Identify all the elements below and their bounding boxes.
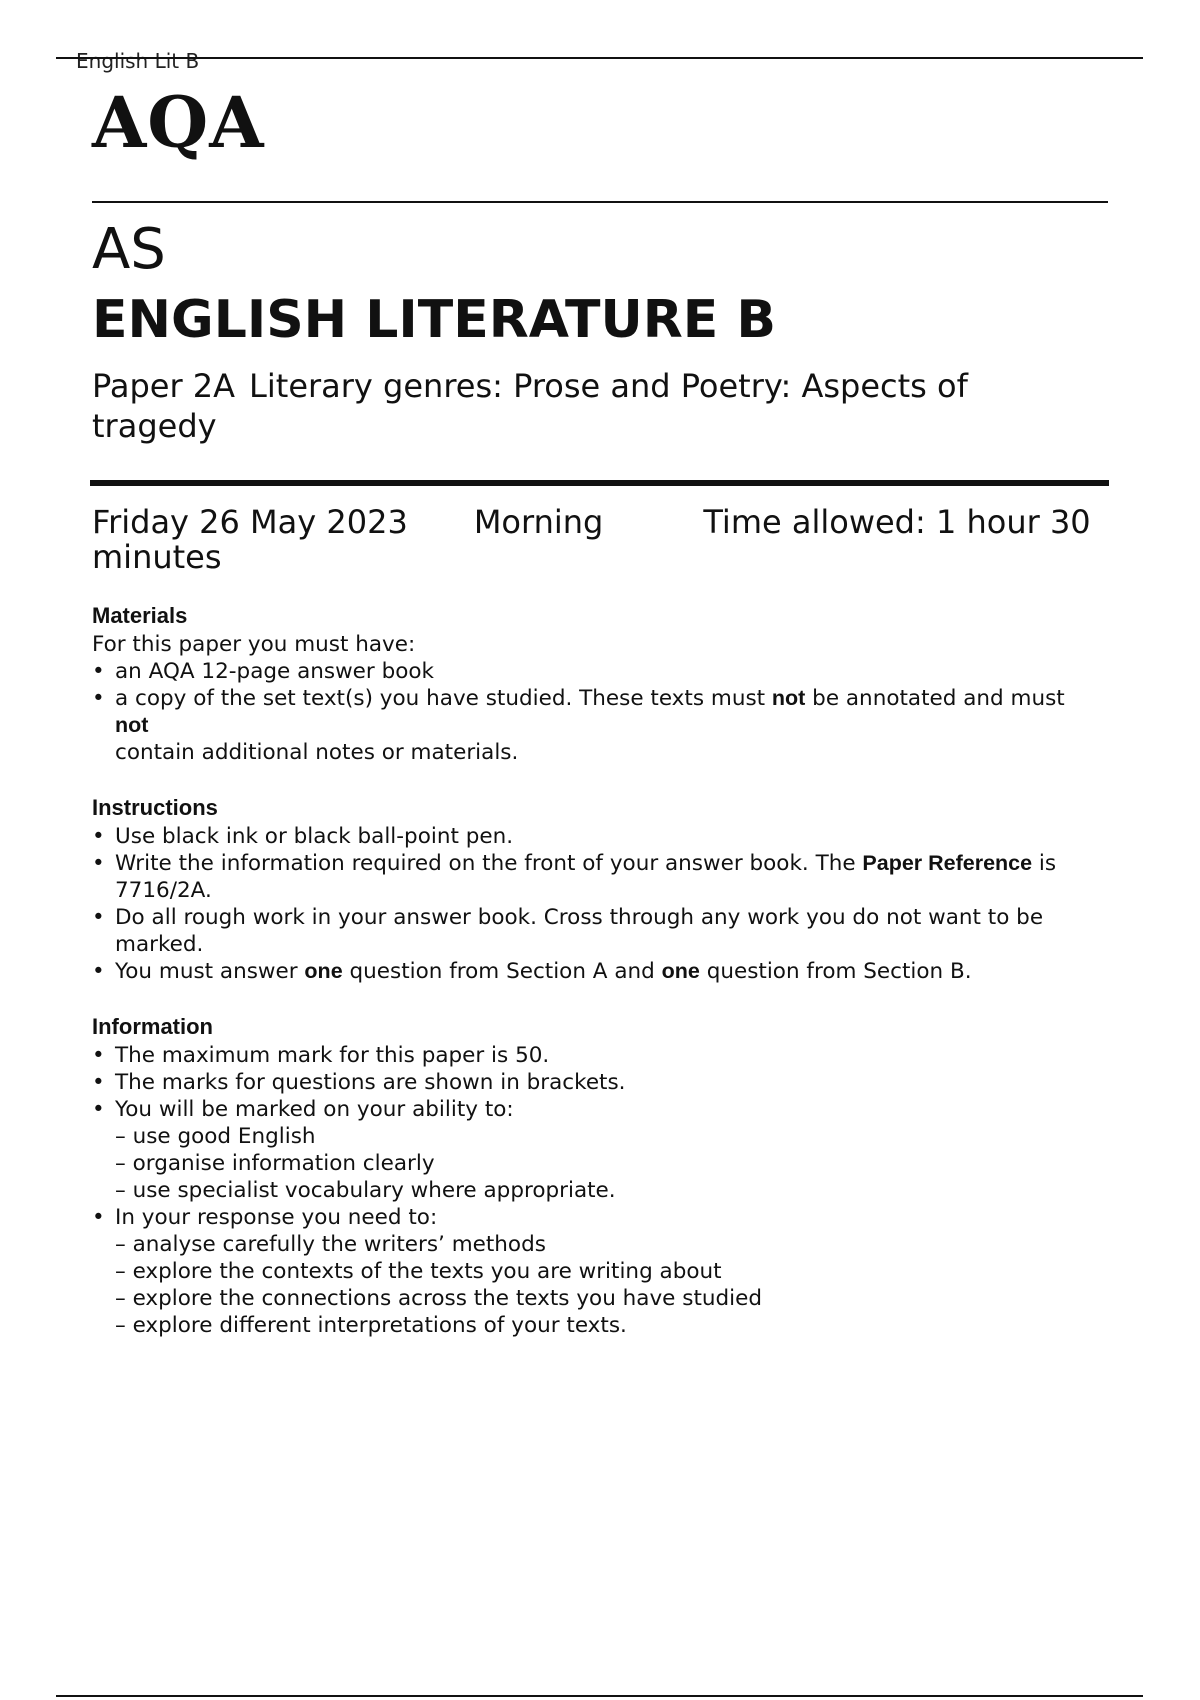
paper-title: [92, 366, 1052, 446]
materials-text: contain additional notes or materials.: [115, 740, 519, 765]
subject-title: ENGLISH LITERATURE B: [92, 290, 776, 350]
information-subitem: – analyse carefully the writers’ methods: [115, 1232, 546, 1257]
instructions-section: [92, 793, 1112, 985]
exam-session: Morning: [473, 503, 604, 541]
information-subitem: – explore the connections across the texts you have studied: [115, 1286, 762, 1311]
materials-section: [92, 601, 1112, 766]
instructions-item: [92, 958, 1112, 985]
paper-code: Paper 2A: [92, 367, 236, 405]
exam-date: Friday 26 May 2023: [92, 503, 408, 541]
instructions-item: • Use black ink or black ball-point pen.: [92, 823, 1112, 850]
information-subitem: – organise information clearly: [115, 1151, 435, 1176]
instructions-text: Write the information required on the front of your answer book. The: [115, 851, 863, 876]
title-divider: [90, 480, 1109, 486]
information-item: • In your response you need to:: [92, 1204, 1112, 1231]
materials-intro: For this paper you must have:: [92, 632, 416, 657]
emphasis-not: not: [115, 713, 149, 737]
instructions-text: You must answer: [115, 959, 305, 984]
materials-heading: Materials: [92, 603, 188, 628]
bottom-rule: [56, 1695, 1143, 1697]
materials-text: be annotated and must: [805, 686, 1065, 711]
information-item: • The marks for questions are shown in brackets.: [92, 1069, 1112, 1096]
time-allowed: Time allowed: 1 hour 30 minutes: [92, 503, 1091, 576]
materials-item: • an AQA 12-page answer book: [92, 658, 1112, 685]
instructions-item: • Do all rough work in your answer book. Cross through any work you do not want to be marked.: [92, 904, 1112, 958]
information-section: [92, 1012, 1112, 1339]
materials-text: a copy of the set text(s) you have studied. These texts must: [115, 686, 772, 711]
header-tag: English Lit B: [76, 49, 200, 73]
emphasis-paper-reference: Paper Reference: [862, 851, 1033, 875]
information-item: • You will be marked on your ability to:: [92, 1096, 1112, 1123]
exam-info: [92, 505, 1092, 575]
information-heading: Information: [92, 1014, 213, 1039]
logo-divider: [92, 201, 1108, 203]
top-rule: [56, 57, 1143, 59]
information-subitem: – explore the contexts of the texts you are writing about: [115, 1259, 722, 1284]
materials-item: [92, 685, 1112, 766]
information-subitem: – use good English: [115, 1124, 316, 1149]
rubric-sections: [92, 601, 1112, 1339]
instructions-text: question from Section B.: [699, 959, 972, 984]
qualification-level: AS: [92, 217, 166, 282]
instructions-text: question from Section A and: [342, 959, 662, 984]
emphasis-not: not: [771, 686, 806, 710]
information-item: • The maximum mark for this paper is 50.: [92, 1042, 1112, 1069]
instructions-text: is 7716/2A.: [115, 851, 1057, 903]
emphasis-one: one: [304, 959, 343, 983]
information-subitem: – explore different interpretations of your texts.: [115, 1313, 627, 1338]
instructions-heading: Instructions: [92, 795, 218, 820]
instructions-item: [92, 850, 1112, 904]
paper-name: Literary genres: Prose and Poetry: Aspects of tragedy: [92, 367, 968, 445]
emphasis-one: one: [661, 959, 700, 983]
aqa-logo: AQA: [92, 81, 265, 164]
information-subitem: – use specialist vocabulary where appropriate.: [115, 1178, 616, 1203]
